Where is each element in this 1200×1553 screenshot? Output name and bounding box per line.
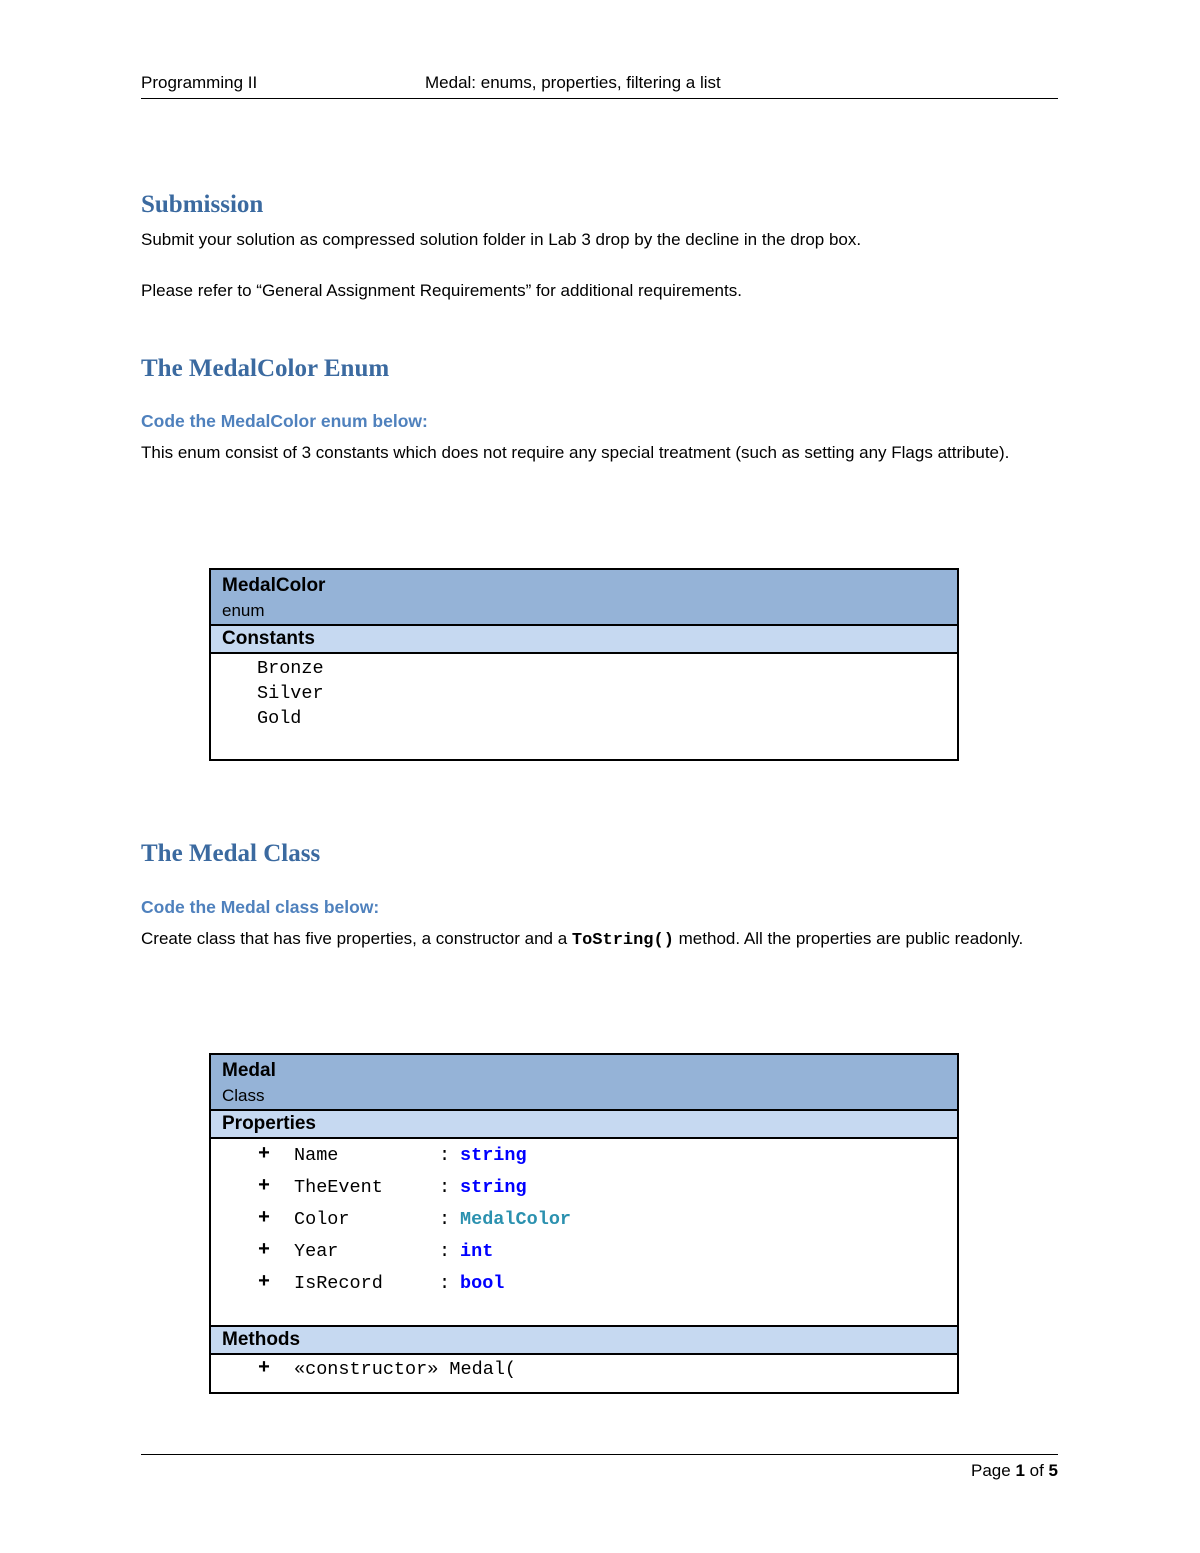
medal-uml-box	[209, 1053, 959, 1394]
submission-heading: Submission	[141, 191, 264, 218]
property-type: bool	[460, 1273, 505, 1294]
page-prefix: Page	[971, 1461, 1016, 1480]
uml-title-band	[211, 1055, 957, 1111]
method-signature: «constructor» Medal(	[294, 1359, 517, 1380]
course-title: Programming II	[141, 73, 258, 92]
class-description	[141, 923, 1061, 956]
type-separator: :	[439, 1273, 451, 1294]
uml-constants-list	[211, 654, 957, 731]
enum-constant: Silver	[257, 683, 324, 704]
public-visibility-icon: +	[258, 1271, 271, 1294]
page-total: 5	[1048, 1461, 1058, 1480]
page-header	[141, 72, 1058, 99]
uml-properties-label: Properties	[211, 1111, 957, 1139]
class-heading: The Medal Class	[141, 840, 321, 867]
property-row	[211, 1172, 957, 1204]
uml-title-band	[211, 570, 957, 626]
uml-type-kind: Class	[222, 1086, 265, 1105]
page-footer	[141, 1454, 1058, 1480]
document-topic: Medal: enums, properties, filtering a list	[425, 73, 721, 92]
public-visibility-icon: +	[258, 1143, 271, 1166]
property-row	[211, 1140, 957, 1172]
class-subheading: Code the Medal class below:	[141, 897, 380, 917]
page-mid: of	[1024, 1461, 1049, 1480]
type-separator: :	[439, 1209, 451, 1230]
class-desc-part-1: Create class that has five properties, a constructor and a	[141, 929, 572, 948]
type-separator: :	[439, 1177, 451, 1198]
public-visibility-icon: +	[258, 1357, 271, 1380]
property-type: int	[460, 1241, 494, 1262]
enum-subheading: Code the MedalColor enum below:	[141, 411, 428, 431]
uml-type-kind: enum	[222, 601, 265, 620]
property-name: Name	[294, 1145, 339, 1166]
medalcolor-uml-box	[209, 568, 959, 761]
enum-constant: Bronze	[257, 658, 324, 679]
type-separator: :	[439, 1145, 451, 1166]
uml-type-name: Medal	[222, 1060, 276, 1081]
submission-text-2: Please refer to “General Assignment Requirements” for additional requirements.	[141, 281, 742, 300]
tostring-code: ToString()	[571, 931, 674, 950]
property-type: string	[460, 1177, 527, 1198]
property-name: Year	[294, 1241, 339, 1262]
class-desc-part-2: method. All the properties are public readonly.	[673, 929, 1024, 948]
property-row	[211, 1204, 957, 1236]
method-row	[211, 1355, 957, 1385]
property-name: TheEvent	[294, 1177, 383, 1198]
property-type: MedalColor	[460, 1209, 572, 1230]
enum-description: This enum consist of 3 constants which does not require any special treatment (such as setting any Flags attribute).	[141, 443, 1010, 462]
property-row	[211, 1268, 957, 1300]
property-name: IsRecord	[294, 1273, 383, 1294]
public-visibility-icon: +	[258, 1207, 271, 1230]
public-visibility-icon: +	[258, 1175, 271, 1198]
page-number	[971, 1461, 1058, 1481]
type-separator: :	[439, 1241, 451, 1262]
property-row	[211, 1236, 957, 1268]
public-visibility-icon: +	[258, 1239, 271, 1262]
uml-methods-list	[211, 1355, 957, 1385]
uml-properties-list	[211, 1139, 957, 1327]
uml-constants-label: Constants	[211, 626, 957, 654]
page-current: 1	[1015, 1461, 1025, 1480]
enum-heading: The MedalColor Enum	[141, 355, 390, 382]
enum-constant: Gold	[257, 708, 302, 729]
uml-type-name: MedalColor	[222, 575, 326, 596]
uml-methods-label: Methods	[211, 1327, 957, 1355]
property-name: Color	[294, 1209, 350, 1230]
submission-text-1: Submit your solution as compressed solution folder in Lab 3 drop by the decline in the drop box.	[141, 230, 862, 249]
property-type: string	[460, 1145, 527, 1166]
